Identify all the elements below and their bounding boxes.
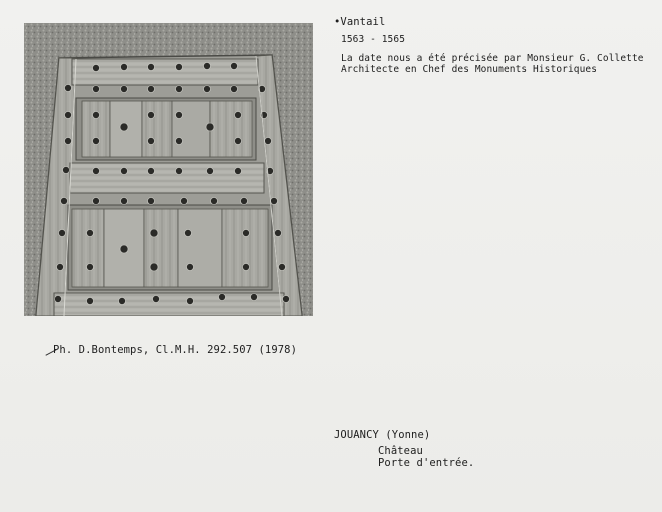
door-leaf-drawing — [24, 23, 313, 316]
building-name: Château — [378, 445, 423, 457]
place-name: JOUANCY (Yonne) — [334, 429, 431, 441]
door-leaf-photo — [24, 23, 313, 316]
attribution-note-line1: La date nous a été précisée par Monsieur G. Collette — [341, 53, 644, 64]
attribution-note-line2: Architecte en Chef des Monuments Historiques — [341, 64, 598, 75]
object-title: •Vantail — [334, 16, 386, 28]
date-range: 1563 - 1565 — [341, 34, 406, 45]
photo-credit: Ph. D.Bontemps, Cl.M.H. 292.507 (1978) — [53, 344, 298, 356]
element-name: Porte d'entrée. — [378, 457, 475, 469]
